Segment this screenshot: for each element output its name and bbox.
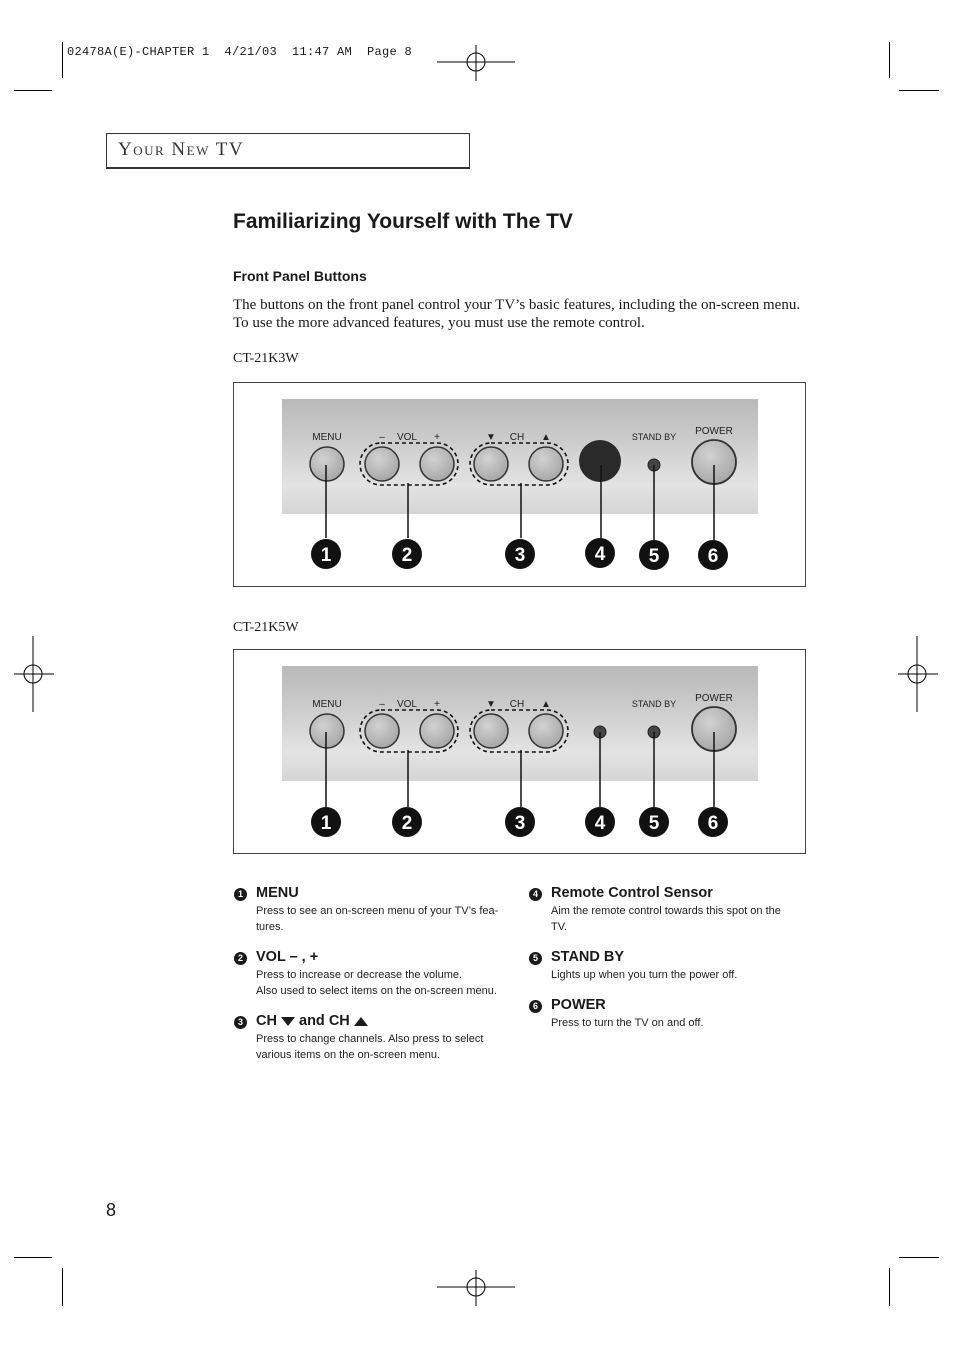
ch-down-label: ▼: [486, 699, 496, 710]
minus-label: –: [379, 432, 385, 443]
callout-number: 5: [648, 546, 660, 567]
arrow-up-icon: [354, 1017, 368, 1026]
page-number: 8: [106, 1200, 117, 1220]
power-label: POWER: [695, 693, 733, 704]
crop-mark: [889, 42, 890, 78]
item-desc-line: Press to turn the TV on and off.: [551, 1017, 704, 1029]
callout-number: 6: [707, 546, 719, 567]
callout-number: 2: [401, 813, 413, 834]
item-number-badge: 2: [234, 952, 247, 965]
item-title-power: POWER: [551, 997, 606, 1013]
menu-label: MENU: [312, 699, 342, 710]
item-title-part: CH: [256, 1013, 277, 1029]
item-desc-line: Also used to select items on the on-screen menu.: [256, 985, 497, 997]
section-header: Your New TV: [118, 139, 245, 160]
item-desc-line: Press to see an on-screen menu of your TV’s fea-: [256, 905, 499, 917]
vol-label: VOL: [396, 699, 418, 710]
callout-number: 3: [514, 813, 526, 834]
front-panel-drawing: [234, 383, 807, 588]
plus-label: +: [434, 699, 440, 710]
model-label: CT-21K5W: [233, 620, 299, 635]
callout-number: 3: [514, 545, 526, 566]
callout-number: 2: [401, 545, 413, 566]
item-number-badge: 1: [234, 888, 247, 901]
item-desc-line: various items on the on-screen menu.: [256, 1049, 441, 1061]
vol-up-button[interactable]: [420, 447, 454, 481]
intro-paragraph: The buttons on the front panel control your TV’s basic features, including the on-screen menu. To use the more advanced features, you must use the remote control.: [233, 297, 801, 331]
registration-mark-icon: [14, 636, 54, 712]
item-title-standby: STAND BY: [551, 949, 625, 965]
item-desc-line: Press to change channels. Also press to select: [256, 1033, 484, 1045]
item-title-ch: [256, 1013, 368, 1029]
item-desc-power: [551, 1015, 809, 1031]
callout-number: 5: [648, 813, 660, 834]
ch-up-button[interactable]: [529, 447, 563, 481]
panel-strip: [282, 666, 758, 781]
callout-number: 4: [594, 813, 606, 834]
item-title-part: and CH: [299, 1013, 350, 1029]
ch-label: CH: [509, 432, 525, 443]
ch-down-button[interactable]: [474, 714, 508, 748]
ch-up-label: ▲: [541, 432, 551, 443]
crop-mark: [899, 90, 939, 91]
power-label: POWER: [695, 426, 733, 437]
front-panel-diagram: [233, 649, 806, 854]
item-number-badge: 6: [529, 1000, 542, 1013]
ch-up-button[interactable]: [529, 714, 563, 748]
menu-button[interactable]: [310, 714, 344, 748]
registration-mark-icon: [437, 45, 515, 81]
item-number-badge: 5: [529, 952, 542, 965]
ch-label: CH: [509, 699, 525, 710]
print-slug: 02478A(E)-CHAPTER 1 4/21/03 11:47 AM Page 8: [67, 45, 413, 59]
item-desc-line: Press to increase or decrease the volume.: [256, 969, 463, 981]
item-title-vol: VOL – , +: [256, 949, 319, 965]
item-desc-line: TV.: [551, 921, 568, 933]
callout-number: 1: [320, 813, 332, 834]
callout-number: 6: [707, 813, 719, 834]
vol-down-button[interactable]: [365, 447, 399, 481]
plus-label: +: [434, 432, 440, 443]
item-desc-vol: [256, 967, 514, 999]
subsection-title: Front Panel Buttons: [233, 268, 367, 284]
arrow-down-icon: [281, 1017, 295, 1026]
front-panel-drawing: [234, 650, 807, 855]
registration-mark-icon: [898, 636, 938, 712]
crop-mark: [62, 1268, 63, 1306]
item-desc-line: Aim the remote control towards this spot on the: [551, 905, 781, 917]
page-title: Familiarizing Yourself with The TV: [233, 210, 573, 233]
ch-down-label: ▼: [486, 432, 496, 443]
vol-label: VOL: [396, 432, 418, 443]
remote-sensor: [579, 440, 621, 482]
registration-mark-icon: [437, 1270, 515, 1306]
crop-mark: [14, 90, 52, 91]
item-desc-line: Lights up when you turn the power off.: [551, 969, 738, 981]
item-desc-line: tures.: [256, 921, 284, 933]
panel-strip: [282, 399, 758, 514]
item-title-menu: MENU: [256, 885, 299, 901]
vol-up-button[interactable]: [420, 714, 454, 748]
item-desc-standby: [551, 967, 809, 983]
callout-number: 4: [594, 544, 606, 565]
ch-up-label: ▲: [541, 699, 551, 710]
standby-label: STAND BY: [631, 432, 677, 442]
crop-mark: [899, 1257, 939, 1258]
menu-label: MENU: [312, 432, 342, 443]
menu-button[interactable]: [310, 447, 344, 481]
crop-mark: [889, 1268, 890, 1306]
item-desc-remote-sensor: [551, 903, 809, 935]
callout-number: 1: [320, 545, 332, 566]
standby-label: STAND BY: [631, 699, 677, 709]
item-desc-ch: [256, 1031, 514, 1063]
item-number-badge: 4: [529, 888, 542, 901]
crop-mark: [62, 42, 63, 78]
minus-label: –: [379, 699, 385, 710]
item-desc-menu: [256, 903, 514, 935]
vol-down-button[interactable]: [365, 714, 399, 748]
ch-down-button[interactable]: [474, 447, 508, 481]
model-label: CT-21K3W: [233, 351, 299, 366]
item-title-remote-sensor: Remote Control Sensor: [551, 885, 713, 901]
item-number-badge: 3: [234, 1016, 247, 1029]
crop-mark: [14, 1257, 52, 1258]
front-panel-diagram: [233, 382, 806, 587]
